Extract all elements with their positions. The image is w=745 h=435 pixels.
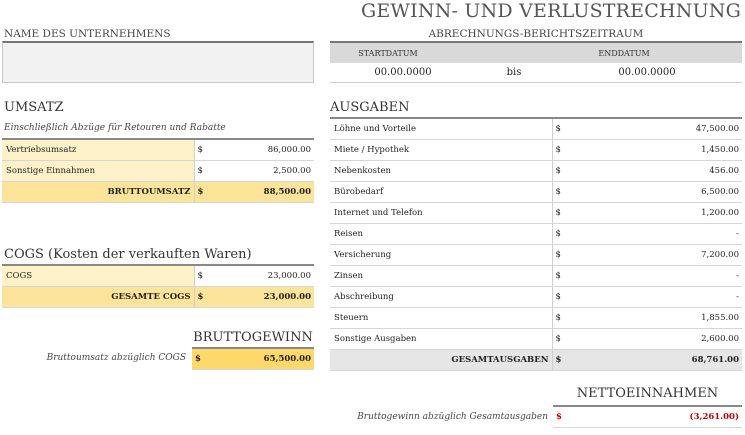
currency-symbol: $ [194, 160, 208, 181]
expense-label: Löhne und Vorteile [330, 118, 552, 139]
currency-symbol: $ [552, 286, 566, 307]
start-date-field[interactable]: 00.00.0000 [374, 67, 432, 78]
table-row [330, 202, 742, 223]
currency-symbol: $ [552, 265, 566, 286]
expense-value[interactable]: 47,500.00 [566, 118, 742, 139]
expense-label: Miete / Hypothek [330, 139, 552, 160]
period-separator: bis [506, 67, 522, 78]
expense-label: Zinsen [330, 265, 552, 286]
period-label: ABRECHNUNGS-BERICHTSZEITRAUM [428, 28, 644, 40]
currency-symbol: $ [194, 265, 208, 286]
expenses-total-value: 68,761.00 [566, 349, 742, 370]
currency-symbol: $ [192, 348, 206, 369]
table-row [330, 307, 742, 328]
currency-symbol: $ [194, 139, 208, 160]
expenses-total-label: GESAMTAUSGABEN [330, 349, 552, 370]
revenue-note: Einschließlich Abzüge für Retouren und Rabatte [4, 123, 226, 133]
expense-value[interactable]: - [566, 286, 742, 307]
table-row [330, 328, 742, 349]
table-row [2, 160, 314, 181]
cogs-row-label: COGS [2, 265, 194, 286]
gross-profit-value: 65,500.00 [206, 348, 314, 369]
table-row [330, 244, 742, 265]
revenue-table [2, 138, 314, 203]
revenue-heading: UMSATZ [4, 100, 64, 115]
expense-value[interactable]: 6,500.00 [566, 181, 742, 202]
table-row [2, 265, 314, 286]
currency-symbol: $ [552, 307, 566, 328]
cogs-total-label: GESAMTE COGS [2, 286, 194, 307]
currency-symbol: $ [553, 406, 567, 427]
expense-label: Nebenkosten [330, 160, 552, 181]
page-title: GEWINN- UND VERLUSTRECHNUNG [360, 0, 741, 22]
start-date-header: STARTDATUM [358, 48, 418, 58]
net-income-table [553, 405, 742, 428]
table-row [192, 348, 314, 369]
currency-symbol: $ [552, 118, 566, 139]
table-row [330, 265, 742, 286]
period-box [330, 41, 742, 83]
table-row [2, 181, 314, 202]
table-row [330, 139, 742, 160]
cogs-heading: COGS (Kosten der verkauften Waren) [4, 247, 252, 262]
net-income-note: Bruttogewinn abzüglich Gesamtausgaben [357, 412, 548, 422]
revenue-total-label: BRUTTOUMSATZ [2, 181, 194, 202]
company-label: NAME DES UNTERNEHMENS [4, 28, 171, 40]
revenue-row-label: Sonstige Einnahmen [2, 160, 194, 181]
cogs-table [2, 264, 314, 308]
currency-symbol: $ [552, 328, 566, 349]
gross-profit-note: Bruttoumsatz abzüglich COGS [46, 353, 186, 363]
table-row [330, 160, 742, 181]
currency-symbol: $ [194, 286, 208, 307]
expense-value[interactable]: - [566, 265, 742, 286]
expense-label: Steuern [330, 307, 552, 328]
currency-symbol: $ [552, 202, 566, 223]
currency-symbol: $ [552, 244, 566, 265]
expense-label: Internet und Telefon [330, 202, 552, 223]
expense-value[interactable]: 7,200.00 [566, 244, 742, 265]
expense-value[interactable]: 2,600.00 [566, 328, 742, 349]
expense-label: Versicherung [330, 244, 552, 265]
expense-value[interactable]: 1,200.00 [566, 202, 742, 223]
currency-symbol: $ [194, 181, 208, 202]
end-date-field[interactable]: 00.00.0000 [618, 67, 676, 78]
gross-profit-heading: BRUTTOGEWINN [193, 330, 313, 345]
currency-symbol: $ [552, 160, 566, 181]
expense-value[interactable]: - [566, 223, 742, 244]
table-row [2, 286, 314, 307]
currency-symbol: $ [552, 349, 566, 370]
currency-symbol: $ [552, 223, 566, 244]
currency-symbol: $ [552, 181, 566, 202]
expense-label: Bürobedarf [330, 181, 552, 202]
expenses-heading: AUSGABEN [330, 100, 410, 115]
table-row [330, 349, 742, 370]
table-row [330, 118, 742, 139]
revenue-row-value[interactable]: 2,500.00 [208, 160, 314, 181]
table-row [2, 139, 314, 160]
gross-profit-table [192, 347, 314, 370]
table-row [330, 181, 742, 202]
net-income-value: (3,261.00) [567, 406, 742, 427]
revenue-total-value: 88,500.00 [208, 181, 314, 202]
expense-label: Sonstige Ausgaben [330, 328, 552, 349]
cogs-total-value: 23,000.00 [208, 286, 314, 307]
expense-value[interactable]: 1,450.00 [566, 139, 742, 160]
company-name-field[interactable] [2, 41, 314, 83]
end-date-header: ENDDATUM [598, 48, 650, 58]
table-row [330, 286, 742, 307]
table-row [553, 406, 742, 427]
expense-label: Abschreibung [330, 286, 552, 307]
table-row [330, 223, 742, 244]
expense-value[interactable]: 1,855.00 [566, 307, 742, 328]
revenue-row-label: Vertriebsumsatz [2, 139, 194, 160]
currency-symbol: $ [552, 139, 566, 160]
net-income-heading: NETTOEINNAHMEN [576, 386, 719, 401]
expense-label: Reisen [330, 223, 552, 244]
cogs-row-value[interactable]: 23,000.00 [208, 265, 314, 286]
expenses-table [330, 117, 742, 371]
revenue-row-value[interactable]: 86,000.00 [208, 139, 314, 160]
expense-value[interactable]: 456.00 [566, 160, 742, 181]
